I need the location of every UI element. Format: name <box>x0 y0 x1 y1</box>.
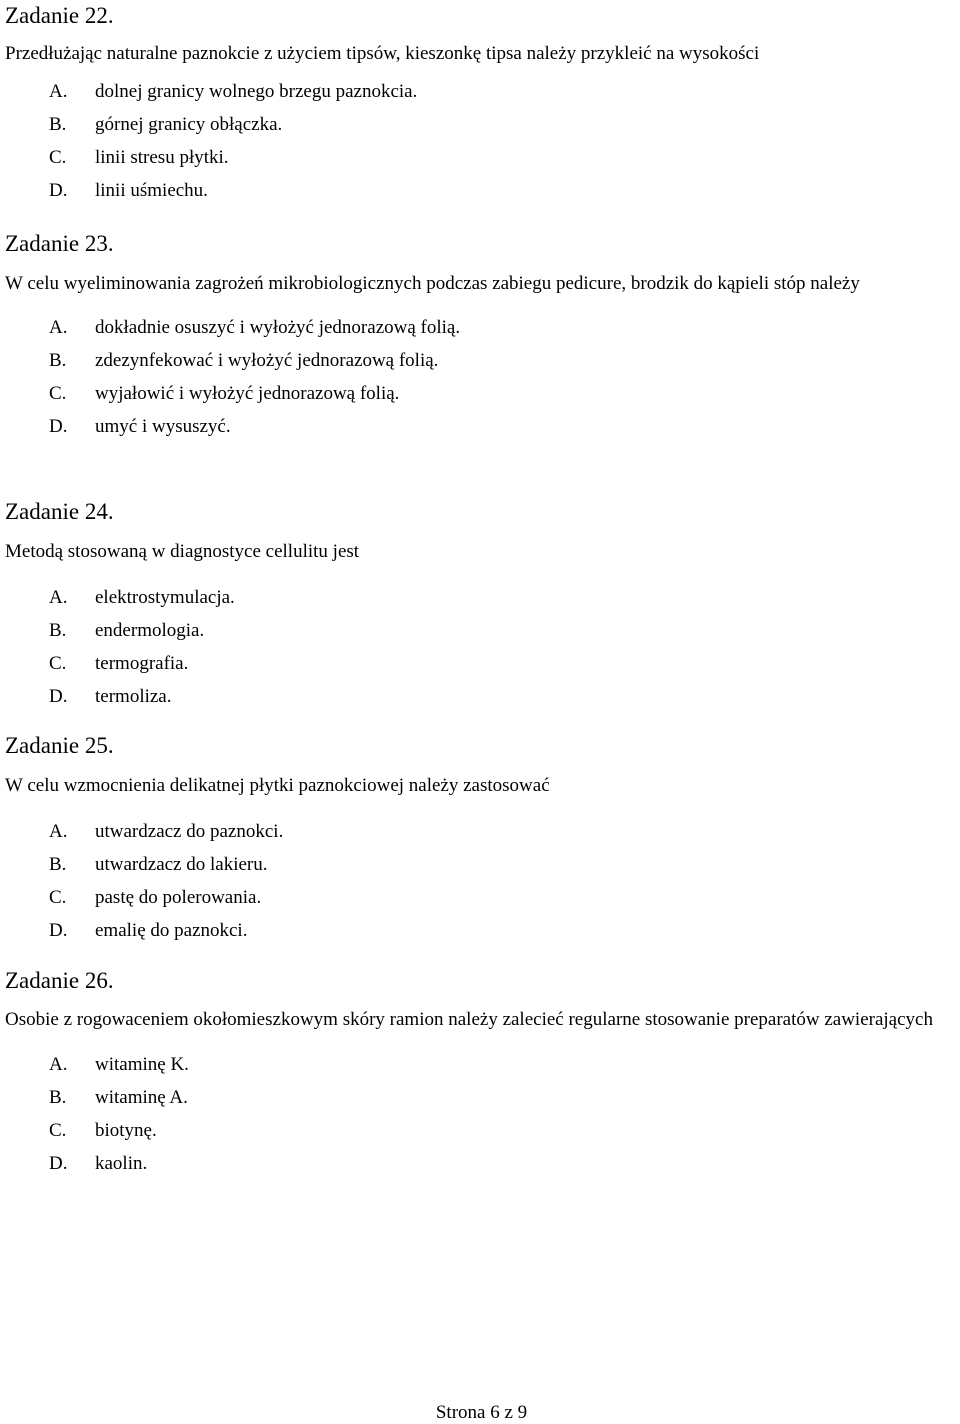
answer-option-b <box>5 614 960 647</box>
answer-letter: D. <box>49 686 68 707</box>
answer-letter: C. <box>49 1120 67 1141</box>
answer-text: biotynę. <box>95 1120 157 1141</box>
answer-letter: A. <box>49 587 68 608</box>
answer-text: emalię do paznokci. <box>95 920 248 941</box>
answer-list <box>5 75 960 207</box>
answer-letter: D. <box>49 180 68 201</box>
task-26 <box>5 967 960 1180</box>
task-title: Zadanie 24. <box>5 499 114 524</box>
answer-letter: C. <box>49 887 67 908</box>
answer-option-c <box>5 881 960 914</box>
answer-letter: D. <box>49 416 68 437</box>
answer-text: umyć i wysuszyć. <box>95 416 231 437</box>
answer-option-a <box>5 75 960 108</box>
answer-text: dolnej granicy wolnego brzegu paznokcia. <box>95 81 418 102</box>
answer-letter: C. <box>49 383 67 404</box>
answer-letter: B. <box>49 620 67 641</box>
answer-text: linii uśmiechu. <box>95 180 208 201</box>
answer-list <box>5 815 960 947</box>
answer-text: wyjałowić i wyłożyć jednorazową folią. <box>95 383 400 404</box>
answer-letter: C. <box>49 653 67 674</box>
task-23 <box>5 230 960 443</box>
task-title: Zadanie 22. <box>5 3 114 28</box>
answer-letter: B. <box>49 350 67 371</box>
answer-letter: A. <box>49 1054 68 1075</box>
answer-option-c <box>5 647 960 680</box>
answer-option-d <box>5 1147 960 1180</box>
task-24 <box>5 498 960 713</box>
answer-letter: C. <box>49 147 67 168</box>
answer-text: utwardzacz do paznokci. <box>95 821 284 842</box>
answer-text: witaminę A. <box>95 1087 188 1108</box>
answer-option-d <box>5 680 960 713</box>
answer-option-a <box>5 1048 960 1081</box>
answer-text: utwardzacz do lakieru. <box>95 854 268 875</box>
answer-option-c <box>5 1114 960 1147</box>
answer-option-b <box>5 344 960 377</box>
task-title: Zadanie 23. <box>5 231 114 256</box>
answer-list <box>5 1048 960 1180</box>
answer-text: termoliza. <box>95 686 172 707</box>
answer-text: witaminę K. <box>95 1054 189 1075</box>
answer-letter: B. <box>49 1087 67 1108</box>
answer-letter: D. <box>49 920 68 941</box>
answer-option-d <box>5 914 960 947</box>
answer-option-c <box>5 377 960 410</box>
answer-option-b <box>5 108 960 141</box>
task-question: Metodą stosowaną w diagnostyce cellulitu jest <box>5 541 360 562</box>
answer-letter: A. <box>49 317 68 338</box>
answer-option-c <box>5 141 960 174</box>
answer-text: zdezynfekować i wyłożyć jednorazową folią. <box>95 350 439 371</box>
page-number: Strona 6 z 9 <box>435 1402 528 1423</box>
answer-text: dokładnie osuszyć i wyłożyć jednorazową folią. <box>95 317 461 338</box>
answer-letter: A. <box>49 821 68 842</box>
task-title: Zadanie 25. <box>5 733 114 758</box>
answer-letter: B. <box>49 114 67 135</box>
task-question: Przedłużając naturalne paznokcie z użyciem tipsów, kieszonkę tipsa należy przykleić na wysokości <box>5 43 760 64</box>
answer-text: elektrostymulacja. <box>95 587 235 608</box>
answer-letter: A. <box>49 81 68 102</box>
answer-letter: D. <box>49 1153 68 1174</box>
answer-text: linii stresu płytki. <box>95 147 229 168</box>
task-question: W celu wyeliminowania zagrożeń mikrobiologicznych podczas zabiegu pedicure, brodzik do kąpieli stóp należy <box>5 273 860 294</box>
answer-option-a <box>5 815 960 848</box>
answer-text: endermologia. <box>95 620 205 641</box>
answer-option-d <box>5 410 960 443</box>
answer-text: górnej granicy obłączka. <box>95 114 283 135</box>
answer-option-d <box>5 174 960 207</box>
task-22 <box>5 2 960 207</box>
task-question: W celu wzmocnienia delikatnej płytki paznokciowej należy zastosować <box>5 775 550 796</box>
task-question: Osobie z rogowaceniem okołomieszkowym skóry ramion należy zalecieć regularne stosowanie preparatów zawierających <box>5 1009 933 1030</box>
answer-text: kaolin. <box>95 1153 148 1174</box>
answer-letter: B. <box>49 854 67 875</box>
answer-list <box>5 311 960 443</box>
answer-option-a <box>5 311 960 344</box>
answer-option-b <box>5 848 960 881</box>
answer-text: pastę do polerowania. <box>95 887 262 908</box>
answer-option-a <box>5 581 960 614</box>
task-title: Zadanie 26. <box>5 968 114 993</box>
answer-option-b <box>5 1081 960 1114</box>
task-25 <box>5 732 960 947</box>
answer-text: termografia. <box>95 653 189 674</box>
answer-list <box>5 581 960 713</box>
